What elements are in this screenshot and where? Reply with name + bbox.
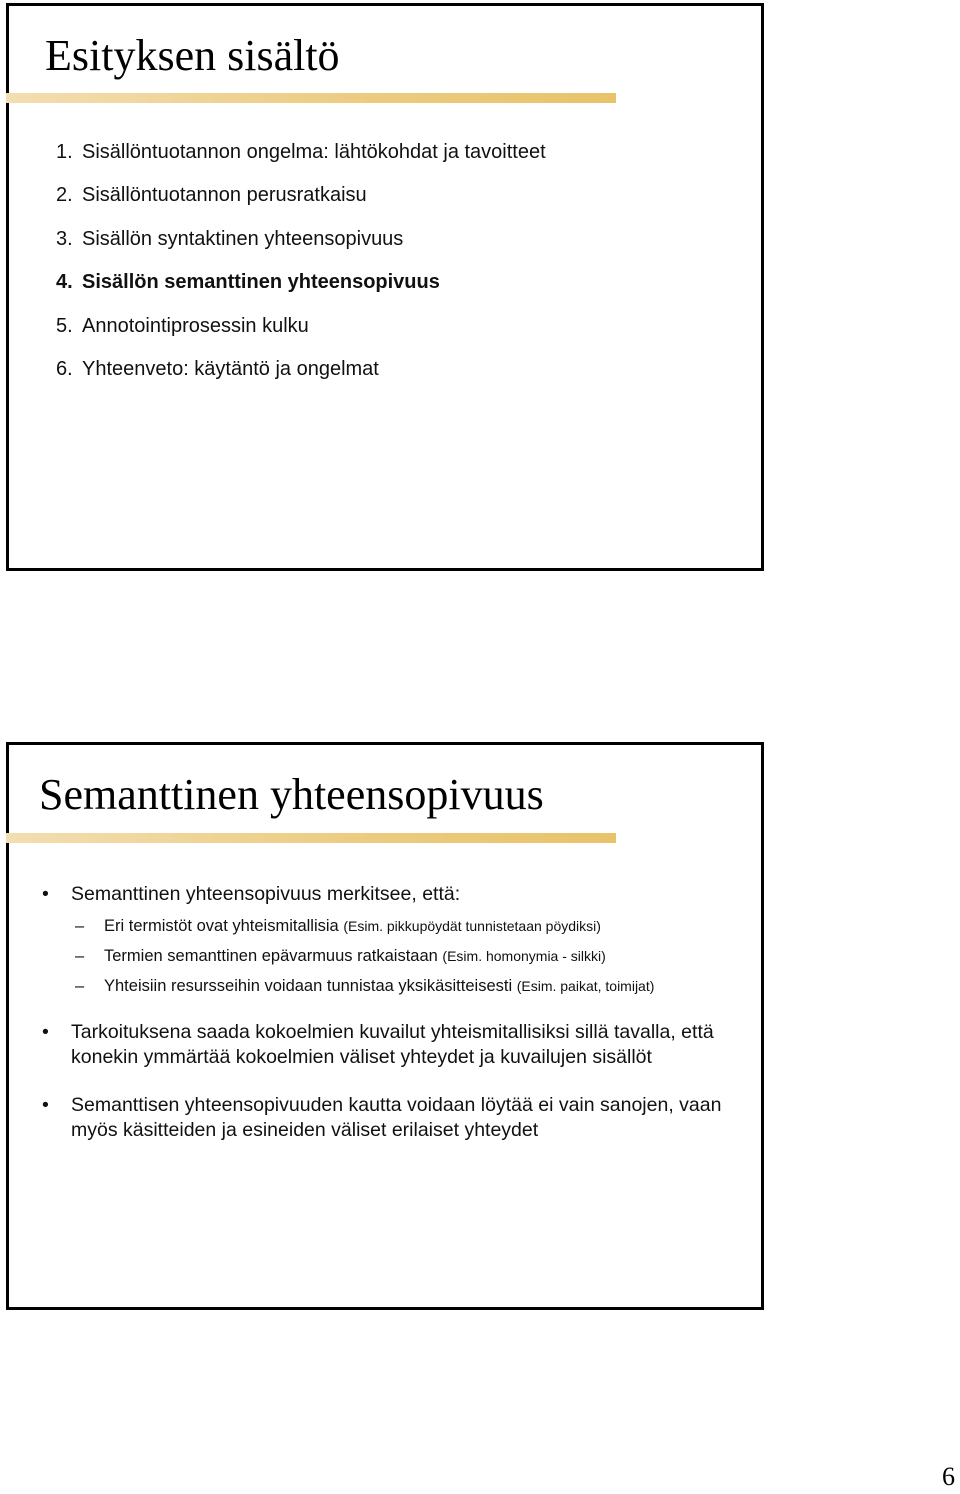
- agenda-item-number: 5.: [56, 314, 73, 337]
- sub-bullet-text: Termien semanttinen epävarmuus ratkaistaan: [104, 947, 443, 965]
- slide-2: [6, 742, 764, 1310]
- agenda-item-text: Sisällöntuotannon perusratkaisu: [82, 184, 367, 207]
- agenda-item: [56, 140, 546, 183]
- title-underline: [6, 833, 616, 843]
- slide-1: [6, 3, 764, 571]
- agenda-item-number: 4.: [56, 271, 73, 294]
- agenda-item-number: 2.: [56, 184, 73, 207]
- sub-bullet-note: (Esim. paikat, toimijat): [516, 978, 655, 994]
- slide-1-title: Esityksen sisältö: [45, 31, 340, 80]
- bullet-item: [39, 1093, 759, 1143]
- slide-2-title: Semanttinen yhteensopivuus: [39, 770, 544, 819]
- agenda-list: [56, 140, 546, 400]
- bullet-item: [39, 1020, 759, 1070]
- sub-bullet-item: [39, 916, 759, 937]
- sub-bullet-note: (Esim. pikkupöydät tunnistetaan pöydiksi): [343, 918, 601, 934]
- agenda-item: [56, 227, 546, 270]
- page-number: 6: [942, 1462, 955, 1491]
- bullet-item: [39, 882, 759, 907]
- bullet-text: Semanttinen yhteensopivuus merkitsee, että:: [71, 883, 461, 905]
- bullet-list: [39, 882, 759, 1143]
- agenda-item: [56, 357, 546, 400]
- agenda-item-number: 3.: [56, 227, 73, 250]
- agenda-item-text: Annotointiprosessin kulku: [82, 314, 309, 337]
- sub-bullet-item: [39, 946, 759, 967]
- agenda-item-text: Yhteenveto: käytäntö ja ongelmat: [82, 357, 379, 380]
- agenda-item-number: 1.: [56, 141, 73, 163]
- agenda-item-number: 6.: [56, 357, 73, 380]
- sub-bullet-text: Yhteisiin resursseihin voidaan tunnistaa yksikäsitteisesti: [104, 977, 517, 995]
- agenda-item-current: [56, 270, 546, 313]
- agenda-item-text: Sisällön syntaktinen yhteensopivuus: [82, 227, 404, 250]
- dash-icon: –: [75, 977, 85, 995]
- dash-icon: –: [75, 947, 85, 965]
- sub-bullet-text: Eri termistöt ovat yhteismitallisia: [104, 917, 344, 935]
- sub-bullet-note: (Esim. homonymia - silkki): [442, 948, 606, 964]
- bullet-dot-icon: •: [42, 1094, 49, 1116]
- agenda-item-text: Sisällöntuotannon ongelma: lähtökohdat ja tavoitteet: [82, 141, 546, 163]
- sub-bullet-item: [39, 976, 759, 997]
- agenda-item: [56, 183, 546, 226]
- bullet-text: Semanttisen yhteensopivuuden kautta voidaan löytää ei vain sanojen, vaan myös käsitteiden ja esineiden väliset erilaiset yhteydet: [71, 1094, 722, 1141]
- agenda-item: [56, 314, 546, 357]
- dash-icon: –: [75, 917, 85, 935]
- bullet-text: Tarkoituksena saada kokoelmien kuvailut yhteismitallisiksi sillä tavalla, että konekin ymmärtää kokoelmien väliset yhteydet ja kuvailujen sisällöt: [71, 1021, 714, 1068]
- bullet-dot-icon: •: [42, 1021, 49, 1043]
- title-underline: [6, 93, 616, 103]
- bullet-dot-icon: •: [42, 883, 49, 905]
- agenda-item-text: Sisällön semanttinen yhteensopivuus: [82, 271, 440, 294]
